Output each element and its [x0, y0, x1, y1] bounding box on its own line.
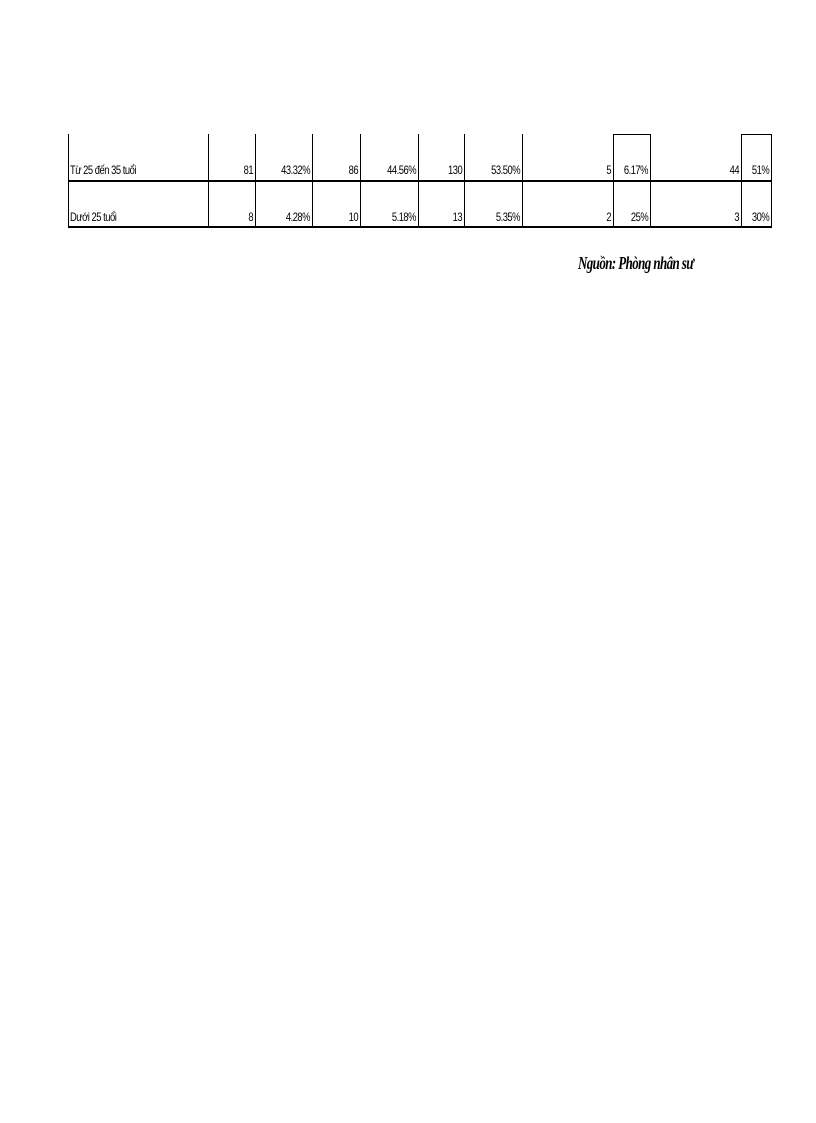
table-cell: 53.50%: [491, 163, 520, 177]
table-cell: 130: [447, 163, 462, 177]
table-cell: 4.28%: [285, 210, 310, 224]
table-cell: 8: [248, 210, 253, 224]
table-border: [613, 134, 651, 135]
table-cell: 2: [606, 210, 611, 224]
table-cell: 5: [606, 163, 611, 177]
table-border: [68, 226, 772, 228]
table-cell: 5.35%: [495, 210, 520, 224]
table-cell: 44.56%: [387, 163, 416, 177]
table-cell: 10: [348, 210, 358, 224]
table-cell: 44: [729, 163, 739, 177]
table-cell: 51%: [751, 163, 769, 177]
table-cell: 43.32%: [281, 163, 310, 177]
table-cell: 3: [734, 210, 739, 224]
table-cell: 81: [243, 163, 253, 177]
table-cell: 6.17%: [623, 163, 648, 177]
source-note: Nguồn: Phòng nhân sư: [578, 253, 694, 273]
table-cell: 13: [452, 210, 462, 224]
row-label: Dưới 25 tuổi: [70, 210, 117, 224]
row-label: Từ 25 đến 35 tuổi: [70, 163, 136, 177]
table-border: [741, 134, 772, 135]
table-cell: 5.18%: [391, 210, 416, 224]
table-cell: 25%: [630, 210, 648, 224]
table-cell: 30%: [751, 210, 769, 224]
table-cell: 86: [348, 163, 358, 177]
table-border: [68, 180, 772, 182]
